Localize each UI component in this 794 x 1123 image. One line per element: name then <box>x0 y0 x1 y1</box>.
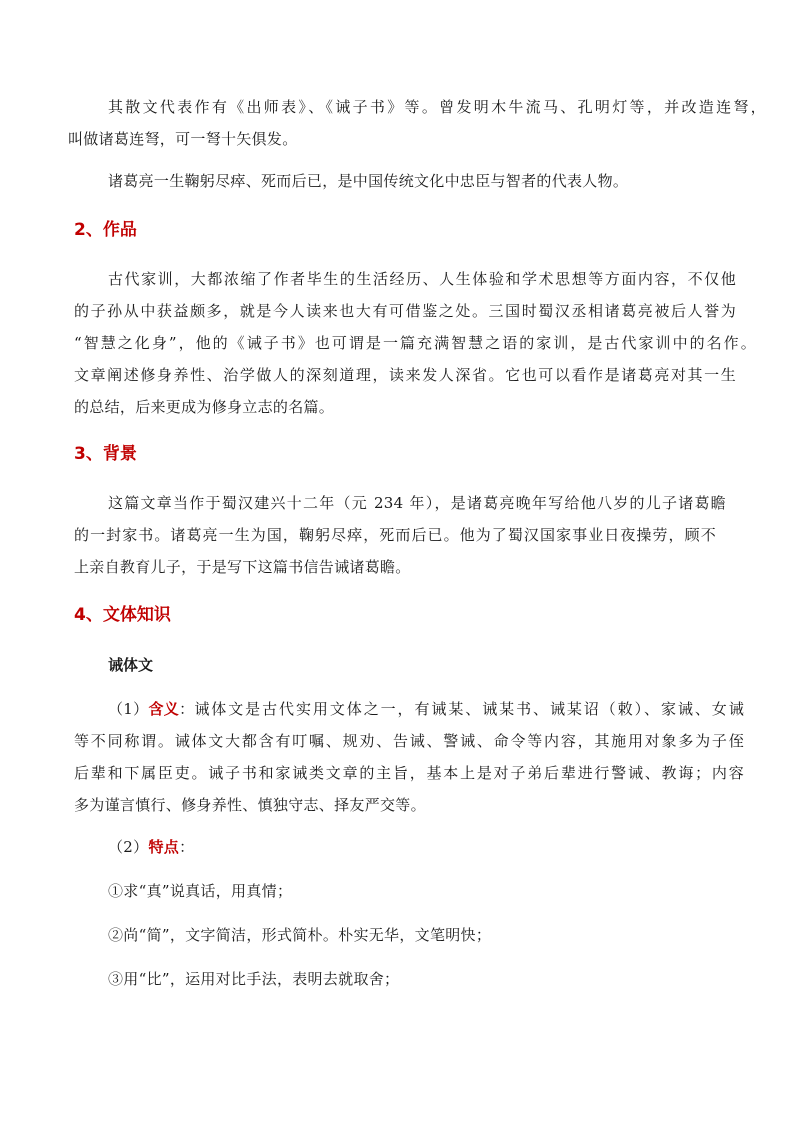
section-3-heading: 3、背景 <box>74 444 137 464</box>
definition-label: 含义 <box>148 700 180 718</box>
section-2-line-4: 文章阐述修身养性、治学做人的深刻道理，读来发人深省。它也可以看作是诸葛亮对其一生 <box>74 366 736 384</box>
section-2-line-1: 古代家训，大都浓缩了作者毕生的生活经历、人生体验和学术思想等方面内容，不仅他 <box>108 270 736 288</box>
definition-text-1: 诫体文是古代实用文体之一，有诫某、诫某书、诫某诏（敕）、家诫、女诫 <box>194 700 744 718</box>
section-3-line-1: 这篇文章当作于蜀汉建兴十二年（元 234 年），是诸葛亮晚年写给他八岁的儿子诸葛瞻 <box>108 494 726 512</box>
definition-number: （1） <box>108 700 149 718</box>
feature-item-2: ②尚“简”，文字简洁，形式简朴。朴实无华，文笔明快； <box>108 926 492 944</box>
section-3-line-2: 的一封家书。诸葛亮一生为国，鞠躬尽瘁，死而后已。他为了蜀汉国家事业日夜操劳，顾不 <box>74 526 716 544</box>
feature-item-3: ③用“比”，运用对比手法，表明去就取舍； <box>108 970 400 988</box>
section-2-line-5: 的总结，后来更成为修身立志的名篇。 <box>74 398 335 416</box>
intro-line-1: 其散文代表作有《出师表》、《诫子书》等。曾发明木牛流马、孔明灯等，并改造连弩， <box>108 98 766 116</box>
definition-line-4: 多为谨言慎行、修身养性、慎独守志、择友严交等。 <box>74 796 426 814</box>
features-label: 特点 <box>148 838 180 856</box>
section-2-line-3: “智慧之化身”，他的《诫子书》也可谓是一篇充满智慧之语的家训，是古代家训中的名作。 <box>74 334 756 352</box>
definition-colon: ： <box>179 700 195 718</box>
definition-line-1 <box>108 698 744 720</box>
features-heading <box>108 836 194 858</box>
intro-line-3: 诸葛亮一生鞠躬尽瘁、死而后已，是中国传统文化中忠臣与智者的代表人物。 <box>108 172 629 190</box>
definition-line-2: 等不同称谓。诫体文大都含有叮嘱、规劝、告诫、警诫、命令等内容，其施用对象多为子侄 <box>74 732 744 750</box>
section-3-line-3: 上亲自教育儿子，于是写下这篇书信告诫诸葛瞻。 <box>74 558 411 576</box>
section-2-heading: 2、作品 <box>74 220 137 240</box>
intro-line-2: 叫做诸葛连弩，可一弩十矢俱发。 <box>68 130 298 148</box>
section-4-subheading: 诫体文 <box>108 656 154 674</box>
definition-line-3: 后辈和下属臣吏。诫子书和家诫类文章的主旨，基本上是对子弟后辈进行警诫、教诲；内容 <box>74 764 744 782</box>
section-2-line-2: 的子孙从中获益颇多，就是今人读来也大有可借鉴之处。三国时蜀汉丞相诸葛亮被后人誉为 <box>74 302 736 320</box>
features-number: （2） <box>108 838 149 856</box>
feature-item-1: ①求“真”说真话，用真情； <box>108 882 293 900</box>
section-4-heading: 4、文体知识 <box>74 605 171 625</box>
features-colon: ： <box>179 838 195 856</box>
